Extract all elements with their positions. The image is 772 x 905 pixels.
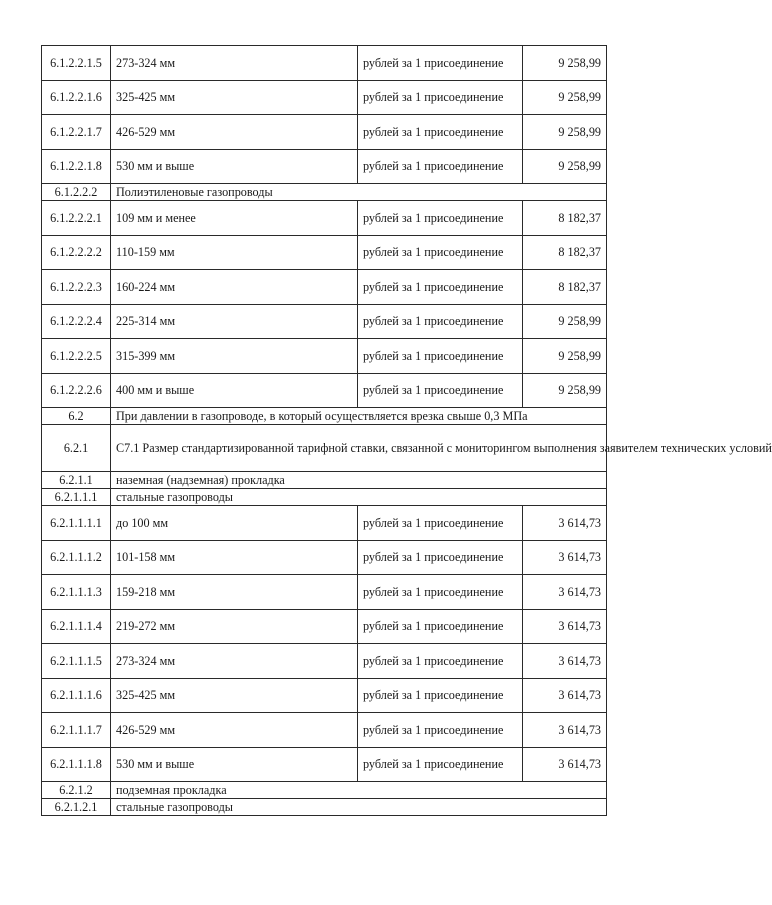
- row-code: 6.2.1.1.1.4: [42, 609, 111, 644]
- section-title: С7.1 Размер стандартизированной тарифной ставки, связанной с мониторингом выполнения заявителем технических условий: [111, 425, 607, 472]
- table-row: [42, 339, 607, 374]
- table-row: [42, 149, 607, 184]
- table-row: [42, 235, 607, 270]
- row-code: 6.1.2.2.2.3: [42, 270, 111, 305]
- row-price: 9 258,99: [523, 115, 607, 150]
- row-price: 3 614,73: [523, 713, 607, 748]
- tariff-table-body: [42, 46, 772, 816]
- row-unit: рублей за 1 присоединение: [358, 115, 523, 150]
- table-row: [42, 540, 607, 575]
- section-row: [42, 799, 607, 816]
- row-code: 6.2.1.1.1.3: [42, 575, 111, 610]
- table-row: [42, 115, 607, 150]
- row-description: 225-314 мм: [111, 304, 358, 339]
- table-row: [42, 80, 607, 115]
- row-description: 315-399 мм: [111, 339, 358, 374]
- row-description: 400 мм и выше: [111, 373, 358, 408]
- row-unit: рублей за 1 присоединение: [358, 506, 523, 541]
- row-code: 6.2.1.1.1.8: [42, 747, 111, 782]
- row-unit: рублей за 1 присоединение: [358, 201, 523, 236]
- row-description: 426-529 мм: [111, 713, 358, 748]
- row-unit: рублей за 1 присоединение: [358, 339, 523, 374]
- table-row: [42, 506, 607, 541]
- row-price: 9 258,99: [523, 46, 607, 81]
- row-unit: рублей за 1 присоединение: [358, 373, 523, 408]
- section-row: [42, 408, 607, 425]
- section-title: Полиэтиленовые газопроводы: [111, 184, 607, 201]
- table-row: [42, 644, 607, 679]
- row-unit: рублей за 1 присоединение: [358, 46, 523, 81]
- row-price: 3 614,73: [523, 575, 607, 610]
- row-price: 8 182,37: [523, 270, 607, 305]
- table-row: [42, 678, 607, 713]
- row-price: 3 614,73: [523, 747, 607, 782]
- row-description: 273-324 мм: [111, 46, 358, 81]
- row-description: 325-425 мм: [111, 678, 358, 713]
- section-code: 6.2.1.1.1: [42, 489, 111, 506]
- row-description: 530 мм и выше: [111, 747, 358, 782]
- row-code: 6.1.2.2.2.1: [42, 201, 111, 236]
- row-description: 159-218 мм: [111, 575, 358, 610]
- row-code: 6.2.1.1.1.5: [42, 644, 111, 679]
- section-row: [42, 472, 607, 489]
- row-description: 101-158 мм: [111, 540, 358, 575]
- row-code: 6.1.2.2.1.7: [42, 115, 111, 150]
- row-code: 6.2.1.1.1.1: [42, 506, 111, 541]
- row-code: 6.2.1.1.1.7: [42, 713, 111, 748]
- table-row: [42, 609, 607, 644]
- row-price: 9 258,99: [523, 149, 607, 184]
- section-title: При давлении в газопроводе, в который осуществляется врезка свыше 0,3 МПа: [111, 408, 607, 425]
- row-description: 219-272 мм: [111, 609, 358, 644]
- row-description: 160-224 мм: [111, 270, 358, 305]
- section-title: подземная прокладка: [111, 782, 607, 799]
- row-price: 3 614,73: [523, 540, 607, 575]
- row-unit: рублей за 1 присоединение: [358, 644, 523, 679]
- table-row: [42, 373, 607, 408]
- row-unit: рублей за 1 присоединение: [358, 678, 523, 713]
- row-price: 8 182,37: [523, 201, 607, 236]
- row-price: 9 258,99: [523, 304, 607, 339]
- table-row: [42, 46, 607, 81]
- section-row: [42, 489, 607, 506]
- row-price: 3 614,73: [523, 644, 607, 679]
- section-code: 6.2.1.1: [42, 472, 111, 489]
- row-description: 530 мм и выше: [111, 149, 358, 184]
- row-code: 6.1.2.2.1.6: [42, 80, 111, 115]
- row-description: 325-425 мм: [111, 80, 358, 115]
- row-unit: рублей за 1 присоединение: [358, 575, 523, 610]
- row-price: 9 258,99: [523, 373, 607, 408]
- table-row: [42, 304, 607, 339]
- section-title: стальные газопроводы: [111, 799, 607, 816]
- row-description: 273-324 мм: [111, 644, 358, 679]
- row-unit: рублей за 1 присоединение: [358, 609, 523, 644]
- row-price: 9 258,99: [523, 339, 607, 374]
- section-title: наземная (надземная) прокладка: [111, 472, 607, 489]
- section-code: 6.2.1.2: [42, 782, 111, 799]
- row-price: 9 258,99: [523, 80, 607, 115]
- row-code: 6.1.2.2.2.6: [42, 373, 111, 408]
- tariff-table: [41, 45, 772, 816]
- row-description: 426-529 мм: [111, 115, 358, 150]
- row-unit: рублей за 1 присоединение: [358, 80, 523, 115]
- section-title: стальные газопроводы: [111, 489, 607, 506]
- row-code: 6.1.2.2.1.8: [42, 149, 111, 184]
- row-code: 6.1.2.2.1.5: [42, 46, 111, 81]
- section-code: 6.2.1.2.1: [42, 799, 111, 816]
- row-unit: рублей за 1 присоединение: [358, 235, 523, 270]
- row-unit: рублей за 1 присоединение: [358, 270, 523, 305]
- section-row: [42, 425, 607, 472]
- row-code: 6.2.1.1.1.6: [42, 678, 111, 713]
- row-price: 8 182,37: [523, 235, 607, 270]
- section-code: 6.2.1: [42, 425, 111, 472]
- row-description: до 100 мм: [111, 506, 358, 541]
- row-price: 3 614,73: [523, 678, 607, 713]
- table-row: [42, 270, 607, 305]
- table-row: [42, 713, 607, 748]
- table-row: [42, 575, 607, 610]
- row-unit: рублей за 1 присоединение: [358, 149, 523, 184]
- row-unit: рублей за 1 присоединение: [358, 304, 523, 339]
- row-code: 6.1.2.2.2.2: [42, 235, 111, 270]
- row-description: 109 мм и менее: [111, 201, 358, 236]
- row-unit: рублей за 1 присоединение: [358, 713, 523, 748]
- table-row: [42, 201, 607, 236]
- table-row: [42, 747, 607, 782]
- section-row: [42, 782, 607, 799]
- row-unit: рублей за 1 присоединение: [358, 747, 523, 782]
- row-price: 3 614,73: [523, 506, 607, 541]
- row-unit: рублей за 1 присоединение: [358, 540, 523, 575]
- row-price: 3 614,73: [523, 609, 607, 644]
- row-code: 6.2.1.1.1.2: [42, 540, 111, 575]
- row-description: 110-159 мм: [111, 235, 358, 270]
- section-row: [42, 184, 607, 201]
- row-code: 6.1.2.2.2.5: [42, 339, 111, 374]
- section-code: 6.2: [42, 408, 111, 425]
- row-code: 6.1.2.2.2.4: [42, 304, 111, 339]
- section-code: 6.1.2.2.2: [42, 184, 111, 201]
